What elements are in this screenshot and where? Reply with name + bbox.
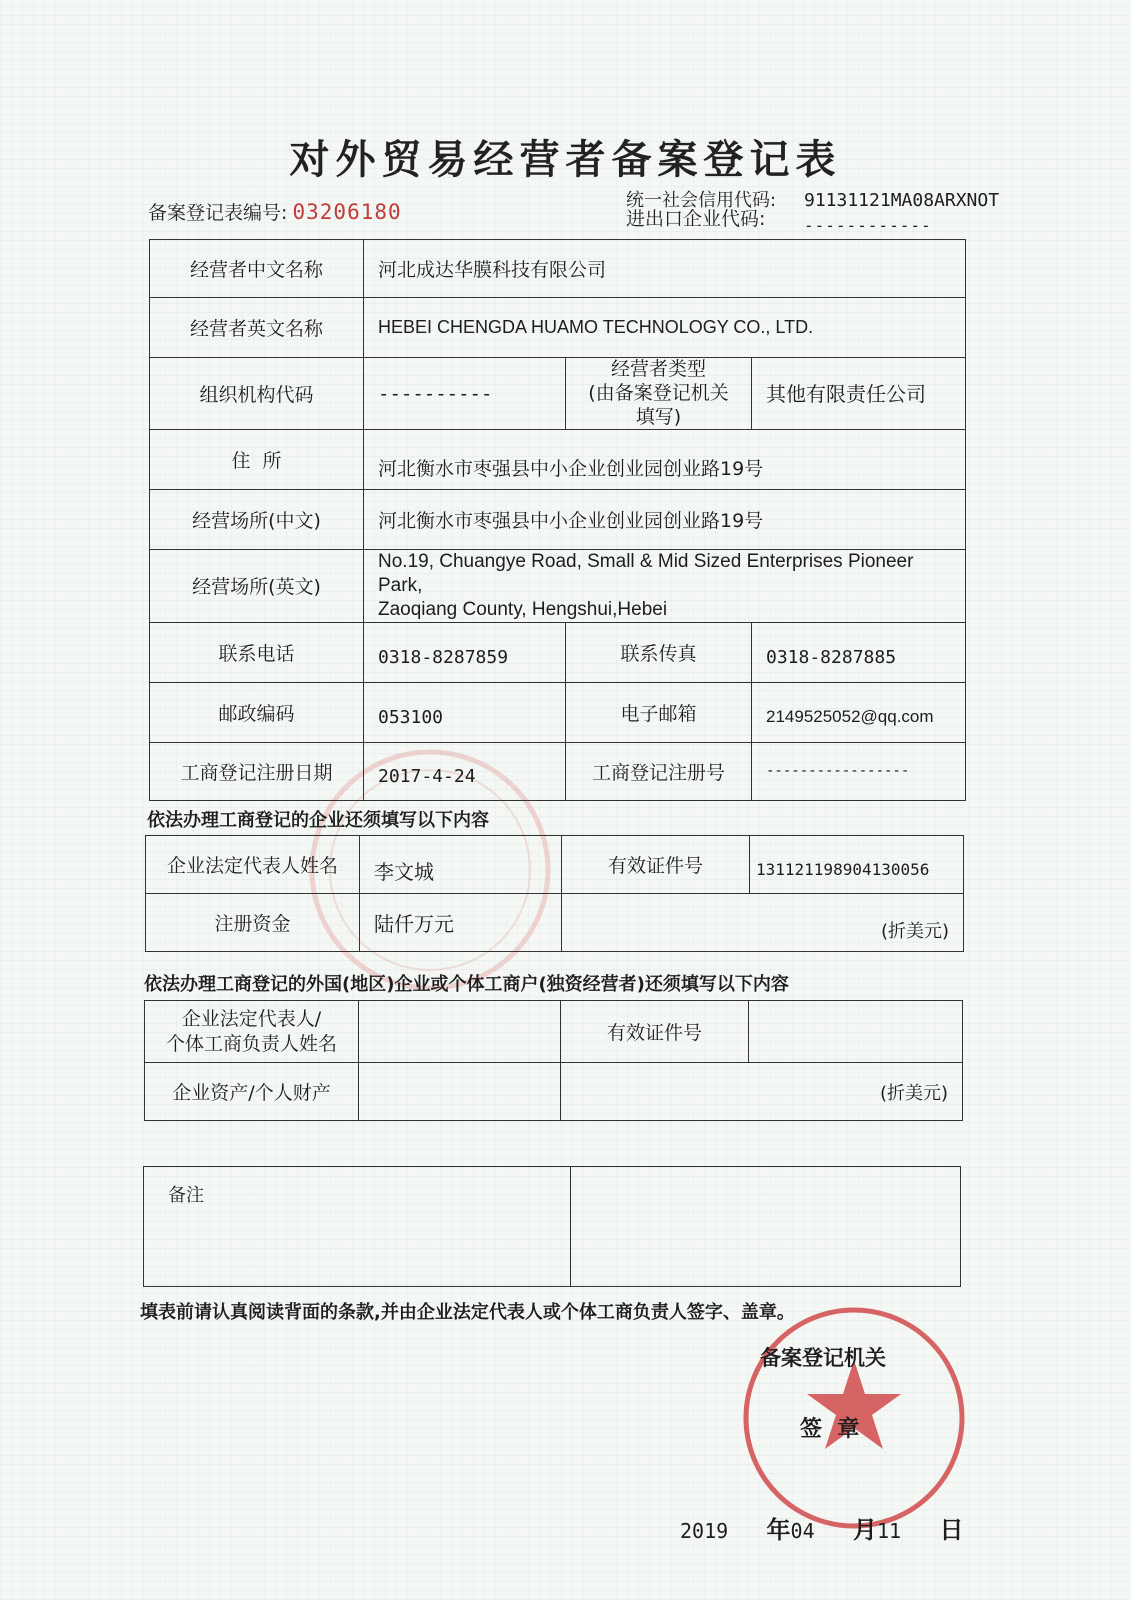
fax-label: 联系传真 [566,622,752,682]
reg-no-label: 工商登记注册号 [566,742,752,800]
remarks-label: 备注 [144,1167,571,1287]
assets-label: 企业资产/个人财产 [145,1063,359,1121]
table-row [150,682,966,742]
remarks-table [143,1166,961,1287]
cn-name-label: 经营者中文名称 [150,240,364,298]
operator-type-value: 其他有限责任公司 [752,358,966,430]
postcode-value: 053100 [364,682,566,742]
rep-label [145,1001,359,1063]
signature-date [680,1510,963,1545]
fax-value: 0318-8287885 [752,622,966,682]
foreign-id-label: 有效证件号 [561,1001,749,1063]
table-row [145,1001,963,1063]
legal-rep-label: 企业法定代表人姓名 [146,836,360,894]
rep-value [359,1001,561,1063]
rep-label-line2: 个体工商负责人姓名 [165,1032,337,1055]
operator-type-label-line1: 经营者类型 [610,358,706,380]
capital-usd-label: (折美元) [562,894,964,952]
table-row [150,550,966,622]
reg-number-row [148,198,402,225]
section2-heading: 依法办理工商登记的外国(地区)企业或个体工商户(独资经营者)还须填写以下内容 [144,974,789,995]
email-value: 2149525052@qq.com [752,682,966,742]
biz-place-en-line1: No.19, Chuangye Road, Small & Mid Sized Enterprises Pioneer Park, [378,551,914,596]
assets-usd-label: (折美元) [561,1063,963,1121]
table-row [150,430,966,490]
main-info-table [149,239,966,801]
reg-number-value: 03206180 [292,200,402,224]
id-number-label: 有效证件号 [562,836,750,894]
foreign-id-value [749,1001,963,1063]
email-label: 电子邮箱 [566,682,752,742]
legal-rep-value: 李文城 [360,836,562,894]
assets-value [359,1063,561,1121]
table-row [150,622,966,682]
table-row [150,358,966,430]
date-month-unit: 月 [852,1516,877,1544]
date-month: 04 [790,1519,815,1543]
table-row [150,742,966,800]
reg-no-value: ----------------- [752,742,966,800]
org-code-label: 组织机构代码 [150,358,364,430]
table-row [146,894,964,952]
en-name-value: HEBEI CHENGDA HUAMO TECHNOLOGY CO., LTD. [364,298,966,358]
biz-place-cn-label: 经营场所(中文) [150,490,364,550]
operator-type-label [566,358,752,430]
credit-code-label: 统一社会信用代码: [626,190,777,211]
import-export-code-value: ------------ [804,216,932,235]
biz-place-en-label: 经营场所(英文) [150,550,364,622]
enterprise-table [145,835,964,952]
rep-label-line1: 企业法定代表人/ [181,1007,322,1030]
table-row [150,298,966,358]
foreign-enterprise-table [144,1000,963,1121]
table-row [144,1167,961,1287]
biz-place-en-value [364,550,966,622]
phone-label: 联系电话 [150,622,364,682]
footer-note: 填表前请认真阅读背面的条款,并由企业法定代表人或个体工商负责人签字、盖章。 [140,1302,795,1323]
date-year: 2019 [680,1519,729,1543]
date-year-unit: 年 [766,1516,791,1544]
reg-number-label: 备案登记表编号: [148,202,288,224]
table-row [150,240,966,298]
operator-type-label-line2: (由备案登记机关填写) [588,381,729,428]
cn-name-value: 河北成达华膜科技有限公司 [364,240,966,298]
en-name-label: 经营者英文名称 [150,298,364,358]
capital-value: 陆仟万元 [360,894,562,952]
remarks-value [571,1167,961,1287]
phone-value: 0318-8287859 [364,622,566,682]
import-export-code-label: 进出口企业代码: [626,208,766,230]
credit-code-value: 91131121MA08ARXNOT [804,190,1000,211]
date-day-unit: 日 [939,1516,964,1544]
address-label: 住 所 [150,430,364,490]
biz-place-cn-value: 河北衡水市枣强县中小企业创业园创业路19号 [364,490,966,550]
table-row [146,836,964,894]
biz-place-en-line2: Zaoqiang County, Hengshui,Hebei [378,598,668,620]
reg-date-label: 工商登记注册日期 [150,742,364,800]
authority-label: 备案登记机关 [760,1346,886,1370]
section1-heading: 依法办理工商登记的企业还须填写以下内容 [147,810,489,831]
sign-seal-label: 签 章 [800,1417,860,1442]
org-code-value: ---------- [364,358,566,430]
postcode-label: 邮政编码 [150,682,364,742]
address-value: 河北衡水市枣强县中小企业创业园创业路19号 [364,430,966,490]
reg-date-value: 2017-4-24 [364,742,566,800]
form-title: 对外贸易经营者备案登记表 [289,137,842,183]
id-number-value: 131121198904130056 [750,836,964,894]
table-row [145,1063,963,1121]
capital-label: 注册资金 [146,894,360,952]
table-row [150,490,966,550]
date-day: 11 [876,1519,902,1543]
